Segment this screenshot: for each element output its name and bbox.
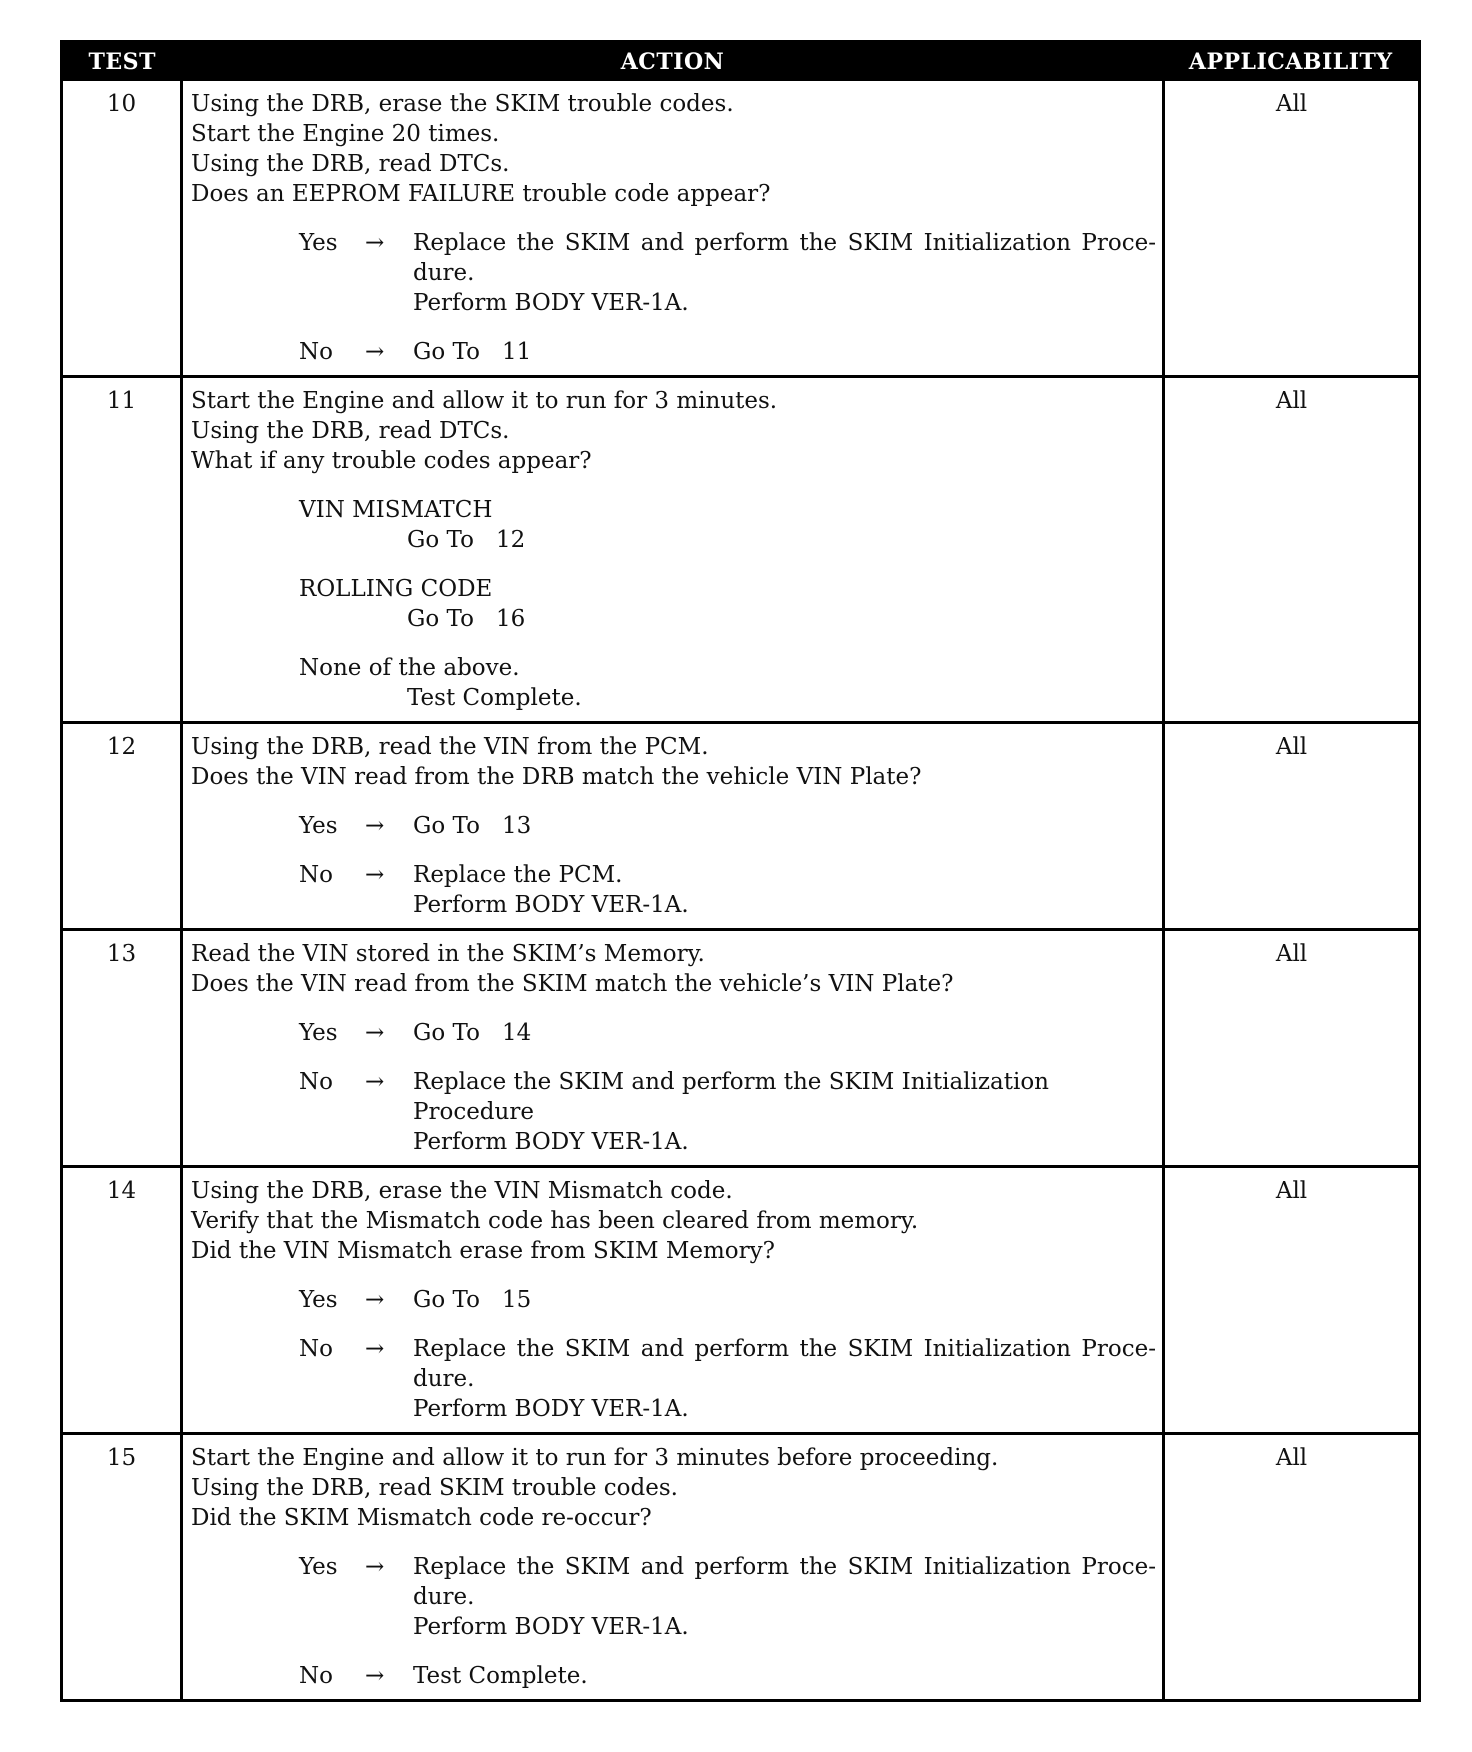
answer-block — [191, 811, 1156, 841]
option-block — [299, 495, 1156, 555]
answer-row — [191, 1552, 1156, 1642]
answer-block — [191, 1552, 1156, 1642]
answer-block — [191, 860, 1156, 920]
option-block — [299, 653, 1156, 713]
answer-label: No — [299, 1663, 333, 1689]
table-row — [62, 930, 1420, 1167]
goto-line — [413, 1285, 1156, 1315]
applicability-value: All — [1164, 377, 1420, 723]
table-row — [62, 1167, 1420, 1434]
arrow-icon: → — [365, 1663, 385, 1689]
applicability-value: All — [1164, 930, 1420, 1167]
answer-row — [191, 1067, 1156, 1157]
answer-label: Yes — [299, 1554, 338, 1580]
action-line: Start the Engine 20 times. — [191, 121, 500, 147]
answer-actions — [413, 1018, 1156, 1048]
answer-block — [191, 1661, 1156, 1691]
answer-row — [191, 1285, 1156, 1315]
table-header — [62, 42, 1420, 82]
goto-line — [413, 337, 1156, 367]
option-label: ROLLING CODE — [299, 576, 493, 602]
answer-actions — [413, 228, 1156, 318]
applicability-value: All — [1164, 81, 1420, 377]
option-block — [299, 574, 1156, 634]
action-line: Using the DRB, read the VIN from the PCM. — [191, 734, 709, 760]
answer-action-line: Replace the SKIM and perform the SKIM Initialization Proce- — [413, 1336, 1156, 1362]
arrow-icon: → — [365, 230, 385, 256]
option-result — [407, 683, 1156, 713]
action-cell — [182, 377, 1164, 723]
goto-label: Go To — [413, 813, 480, 839]
table-body — [62, 81, 1420, 1701]
goto-number: 13 — [501, 813, 532, 839]
action-cell — [182, 723, 1164, 930]
header-test: TEST — [62, 42, 182, 82]
answer-action-line: Test Complete. — [413, 1663, 588, 1689]
answer-label: No — [299, 1069, 333, 1095]
header-applicability: APPLICABILITY — [1164, 42, 1420, 82]
action-line: Does the VIN read from the SKIM match the vehicle’s VIN Plate? — [191, 971, 954, 997]
answer-actions — [413, 337, 1156, 367]
test-number: 12 — [62, 723, 182, 930]
answer-action-line: Perform BODY VER-1A. — [413, 1396, 689, 1422]
arrow-icon: → — [365, 1287, 385, 1313]
answer-row — [191, 1334, 1156, 1424]
table-row — [62, 1434, 1420, 1701]
answer-label: No — [299, 1336, 333, 1362]
arrow-icon: → — [365, 1020, 385, 1046]
answer-action-line: Perform BODY VER-1A. — [413, 892, 689, 918]
goto-label: Go To — [413, 1287, 480, 1313]
answer-actions — [413, 1067, 1156, 1157]
action-line: Does the VIN read from the DRB match the vehicle VIN Plate? — [191, 764, 922, 790]
answer-label: Yes — [299, 813, 338, 839]
action-cell — [182, 1434, 1164, 1701]
goto-number: 12 — [495, 527, 526, 553]
action-line: Using the DRB, erase the SKIM trouble codes. — [191, 91, 734, 117]
test-number: 10 — [62, 81, 182, 377]
action-line: Did the VIN Mismatch erase from SKIM Memory? — [191, 1238, 775, 1264]
answer-row — [191, 337, 1156, 367]
option-label: None of the above. — [299, 655, 520, 681]
answer-actions — [413, 1552, 1156, 1642]
action-line: What if any trouble codes appear? — [191, 448, 592, 474]
action-line: Using the DRB, read SKIM trouble codes. — [191, 1475, 678, 1501]
answer-label: Yes — [299, 1287, 338, 1313]
answer-actions — [413, 1334, 1156, 1424]
arrow-icon: → — [365, 1336, 385, 1362]
answer-action-line: dure. — [413, 1584, 475, 1610]
option-result-text: Test Complete. — [407, 685, 582, 711]
action-line: Start the Engine and allow it to run for 3 minutes. — [191, 388, 778, 414]
answer-action-line: dure. — [413, 1366, 475, 1392]
option-result — [407, 525, 1156, 555]
action-line: Read the VIN stored in the SKIM’s Memory. — [191, 941, 705, 967]
goto-number: 11 — [501, 339, 532, 365]
action-line: Verify that the Mismatch code has been cleared from memory. — [191, 1208, 919, 1234]
option-result-text: Go To — [407, 606, 474, 632]
answer-row — [191, 1018, 1156, 1048]
answer-block — [191, 1067, 1156, 1157]
answer-action-line: Replace the SKIM and perform the SKIM Initialization Proce- — [413, 230, 1156, 256]
action-line: Using the DRB, read DTCs. — [191, 151, 510, 177]
answer-block — [191, 1334, 1156, 1424]
option-result — [407, 604, 1156, 634]
option-label: VIN MISMATCH — [299, 497, 493, 523]
action-cell — [182, 1167, 1164, 1434]
answer-block — [191, 228, 1156, 318]
answer-action-line: Replace the SKIM and perform the SKIM Initialization Procedure — [413, 1069, 1049, 1125]
answer-actions — [413, 811, 1156, 841]
answer-actions — [413, 860, 1156, 920]
table-row — [62, 723, 1420, 930]
answer-label: Yes — [299, 1020, 338, 1046]
arrow-icon: → — [365, 339, 385, 365]
table-row — [62, 377, 1420, 723]
applicability-value: All — [1164, 723, 1420, 930]
table-row — [62, 81, 1420, 377]
option-result-text: Go To — [407, 527, 474, 553]
goto-label: Go To — [413, 1020, 480, 1046]
action-line: Using the DRB, erase the VIN Mismatch code. — [191, 1178, 733, 1204]
applicability-value: All — [1164, 1167, 1420, 1434]
answer-block — [191, 1018, 1156, 1048]
answer-action-line: Replace the PCM. — [413, 862, 623, 888]
arrow-icon: → — [365, 1554, 385, 1580]
action-cell — [182, 81, 1164, 377]
answer-action-line: Replace the SKIM and perform the SKIM Initialization Proce- — [413, 1554, 1156, 1580]
goto-number: 15 — [501, 1287, 532, 1313]
goto-label: Go To — [413, 339, 480, 365]
action-line: Start the Engine and allow it to run for 3 minutes before proceeding. — [191, 1445, 999, 1471]
arrow-icon: → — [365, 1069, 385, 1095]
arrow-icon: → — [365, 862, 385, 888]
test-number: 14 — [62, 1167, 182, 1434]
applicability-value: All — [1164, 1434, 1420, 1701]
answer-action-line: Perform BODY VER-1A. — [413, 1614, 689, 1640]
answer-row — [191, 1661, 1156, 1691]
answer-row — [191, 860, 1156, 920]
answer-block — [191, 1285, 1156, 1315]
answer-actions — [413, 1661, 1156, 1691]
goto-line — [413, 1018, 1156, 1048]
diagnostic-test-table — [60, 40, 1421, 1702]
arrow-icon: → — [365, 813, 385, 839]
answer-label: No — [299, 339, 333, 365]
answer-label: No — [299, 862, 333, 888]
answer-row — [191, 811, 1156, 841]
test-number: 15 — [62, 1434, 182, 1701]
answer-action-line: Perform BODY VER-1A. — [413, 1129, 689, 1155]
answer-row — [191, 228, 1156, 318]
answer-actions — [413, 1285, 1156, 1315]
header-action: ACTION — [182, 42, 1164, 82]
answer-block — [191, 337, 1156, 367]
action-line: Did the SKIM Mismatch code re-occur? — [191, 1505, 652, 1531]
action-line: Using the DRB, read DTCs. — [191, 418, 510, 444]
test-number: 11 — [62, 377, 182, 723]
answer-action-line: dure. — [413, 260, 475, 286]
answer-action-line: Perform BODY VER-1A. — [413, 290, 689, 316]
action-line: Does an EEPROM FAILURE trouble code appear? — [191, 181, 771, 207]
answer-label: Yes — [299, 230, 338, 256]
goto-number: 16 — [495, 606, 526, 632]
test-number: 13 — [62, 930, 182, 1167]
action-cell — [182, 930, 1164, 1167]
goto-number: 14 — [501, 1020, 532, 1046]
goto-line — [413, 811, 1156, 841]
